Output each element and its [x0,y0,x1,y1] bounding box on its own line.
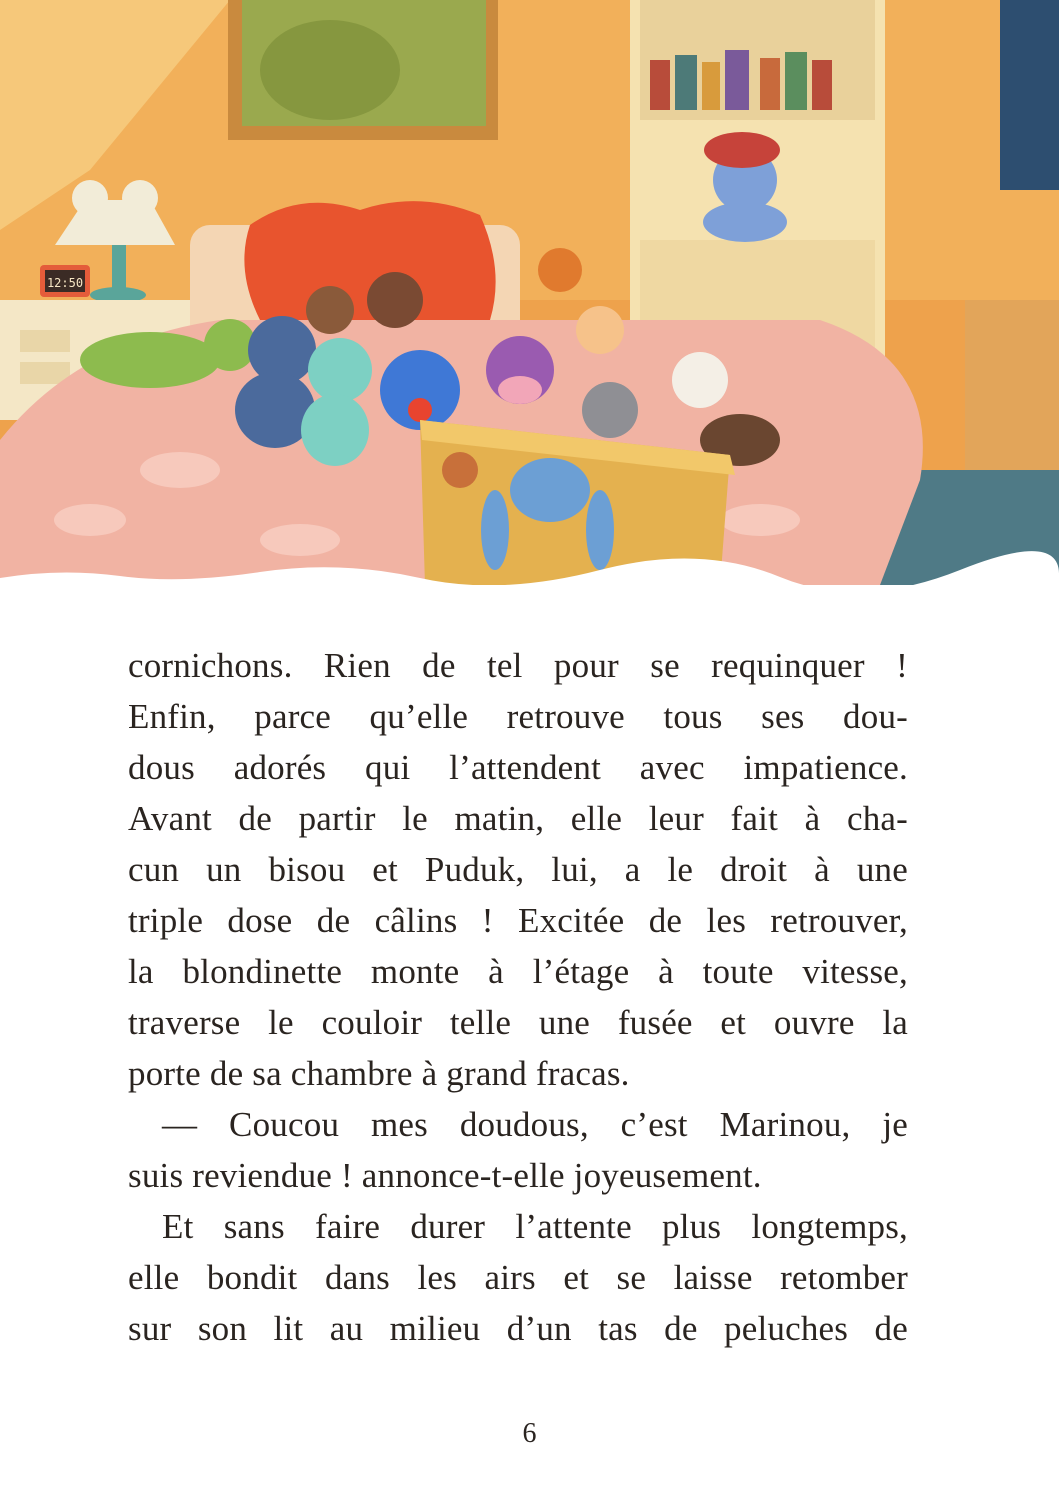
bedroom-illustration-svg [0,0,1059,585]
text-line: elle bondit dans les airs et se laisse retomber [128,1258,908,1297]
text-line: Enfin, parce qu’elle retrouve tous ses dou- [128,697,908,736]
text-line: cun un bisou et Puduk, lui, a le droit à une [128,850,908,889]
text-line: traverse le couloir telle une fusée et ouvre la [128,1003,908,1042]
text-line: — Coucou mes doudous, c’est Marinou, je [162,1105,908,1144]
page-number: 6 [522,1418,537,1449]
text-line: cornichons. Rien de tel pour se requinquer ! [128,646,908,685]
clock-display: 12:50 [46,276,84,290]
text-line: triple dose de câlins ! Excitée de les retrouver, [128,901,908,940]
text-line: sur son lit au milieu d’un tas de peluches de [128,1309,908,1348]
text-line: porte de sa chambre à grand fracas. [128,1054,630,1093]
text-line: Avant de partir le matin, elle leur fait à cha- [128,799,908,838]
bedroom-illustration [0,0,1059,585]
text-line: dous adorés qui l’attendent avec impatience. [128,748,908,787]
story-text [128,640,908,1354]
text-line: suis reviendue ! annonce-t-elle joyeusement. [128,1156,762,1195]
text-line: la blondinette monte à l’étage à toute vitesse, [128,952,908,991]
text-line: Et sans faire durer l’attente plus longtemps, [162,1207,908,1246]
